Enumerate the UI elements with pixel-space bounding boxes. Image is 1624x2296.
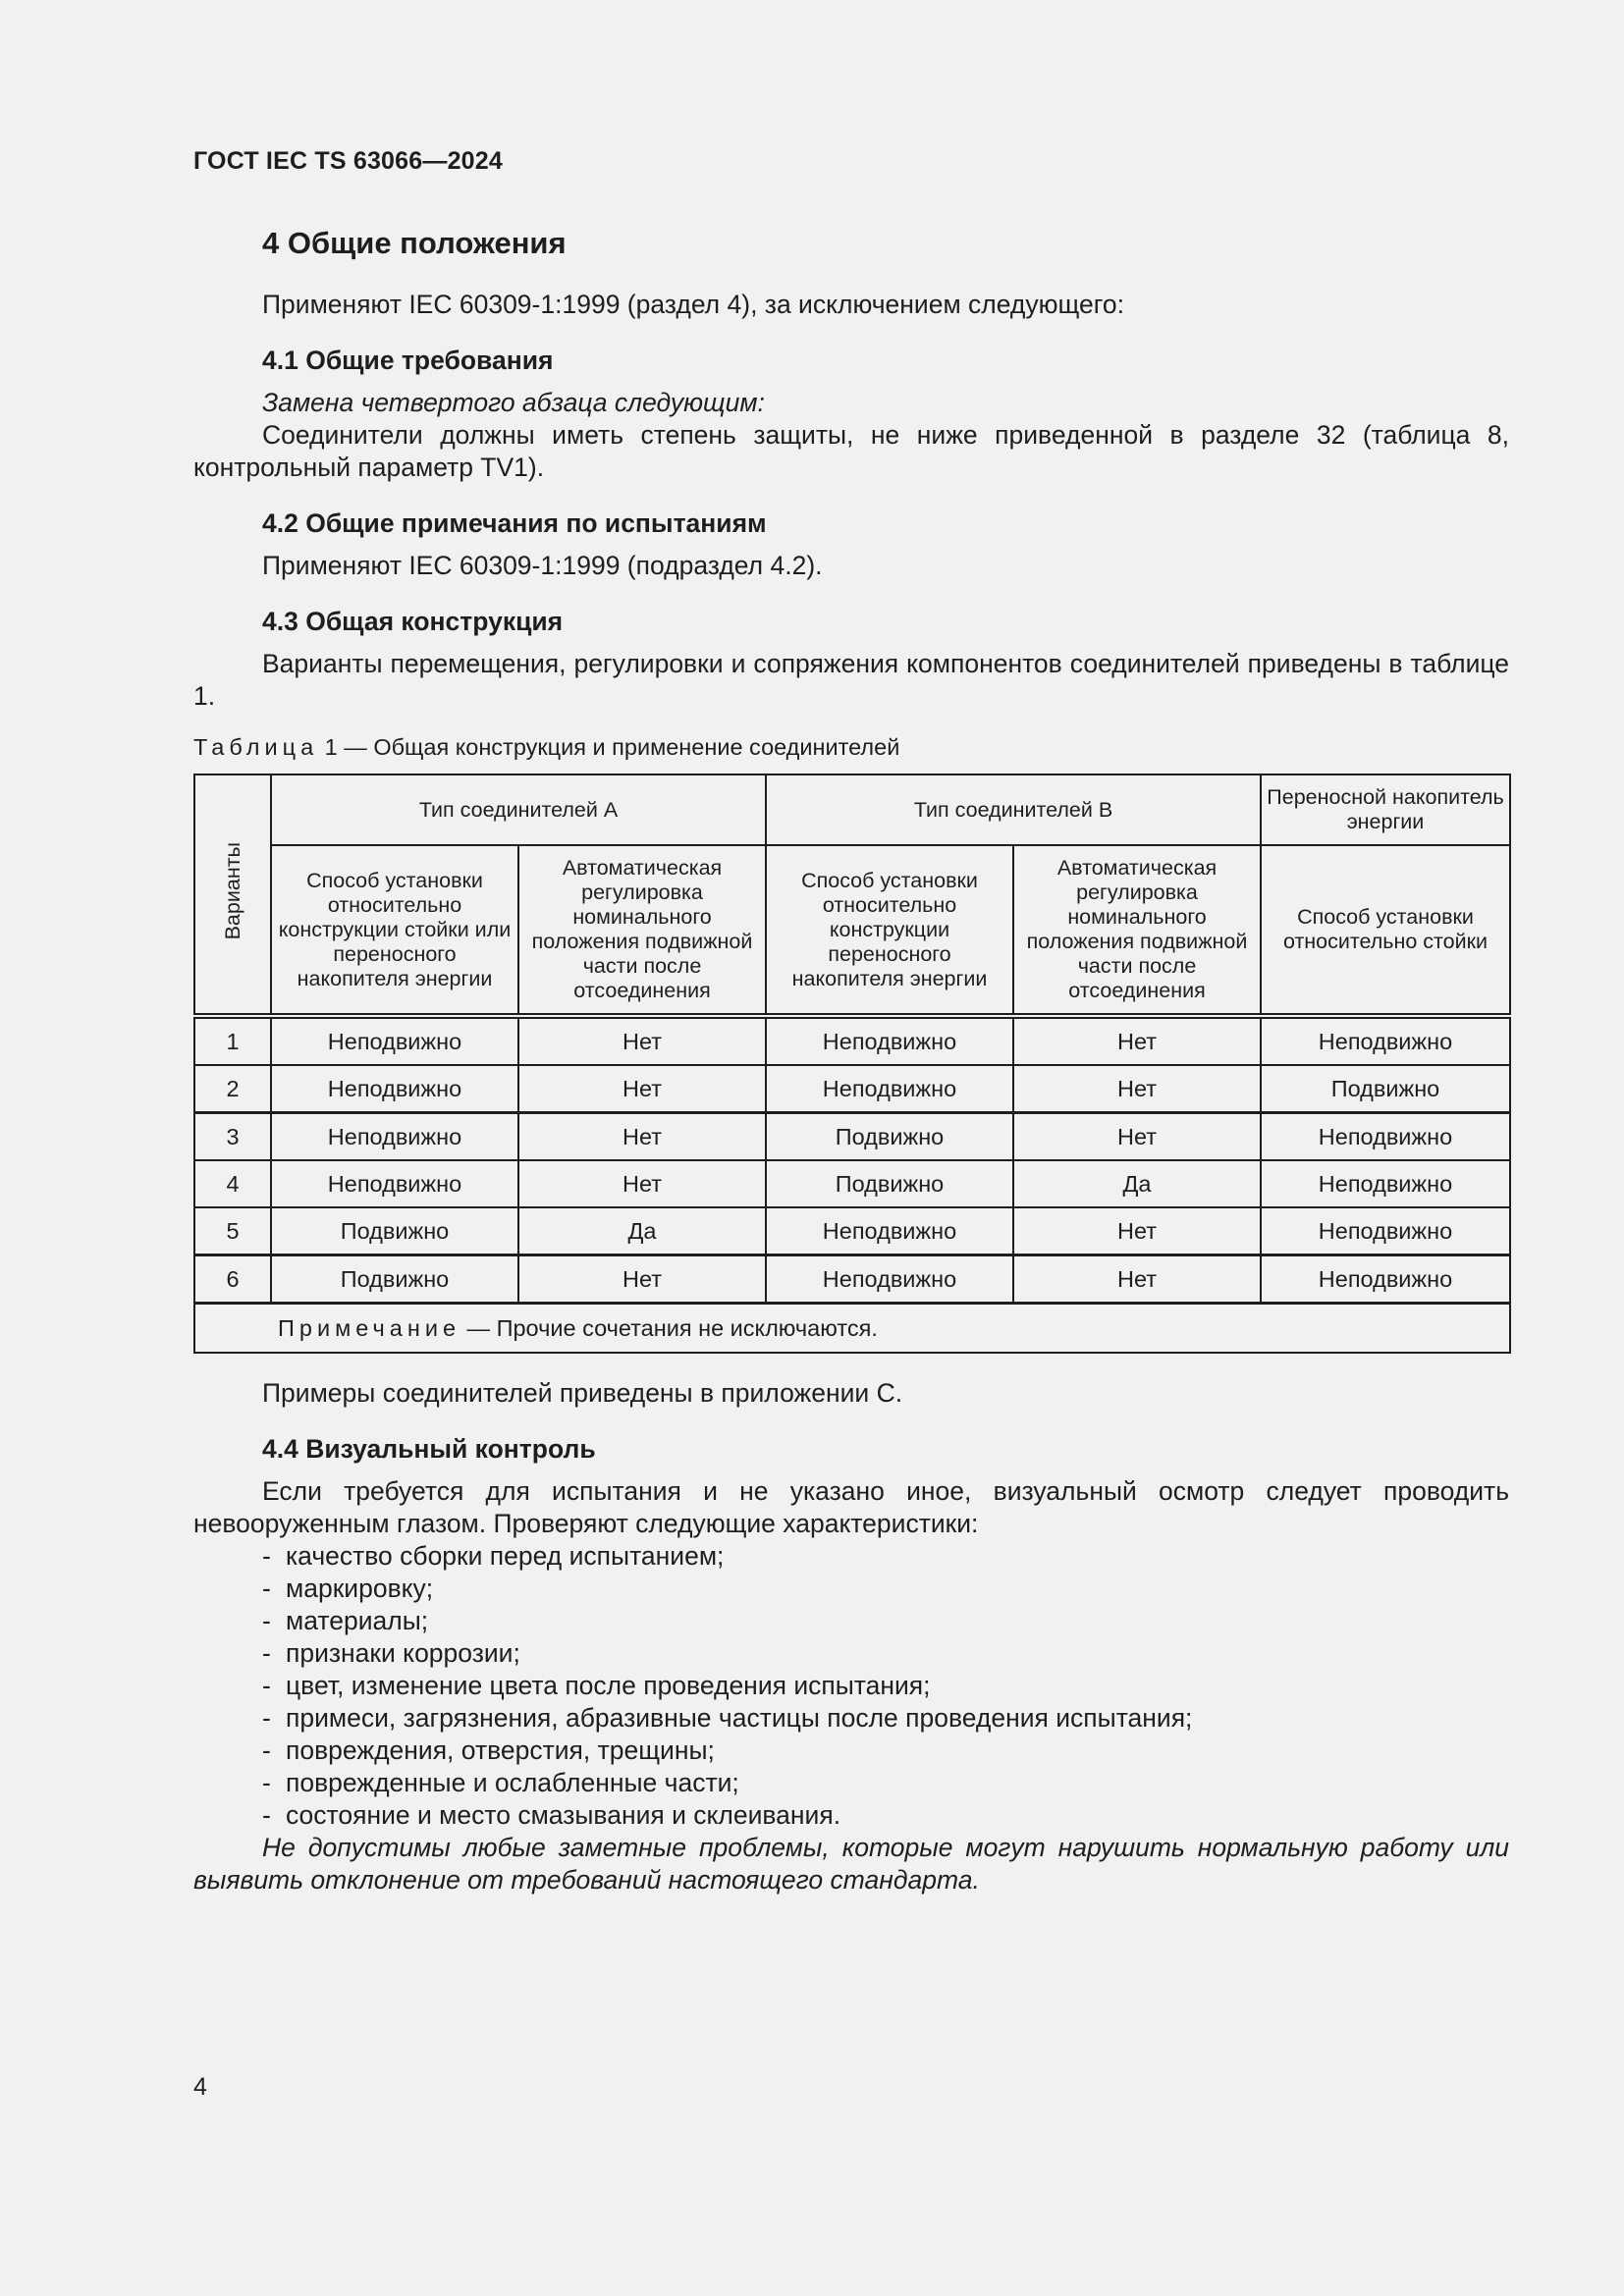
section-4-1-replace-note: Замена четвертого абзаца следующим: xyxy=(262,388,765,417)
list-item: - повреждения, отверстия, трещины; xyxy=(262,1735,715,1765)
table-cell: 4 xyxy=(194,1160,271,1207)
table-cell: Да xyxy=(518,1207,766,1255)
sub-a2-header: Автоматическая регулировка номинального положения подвижной части после отсоединения xyxy=(518,845,766,1016)
table-cell: Неподвижно xyxy=(271,1160,518,1207)
list-item: - состояние и место смазывания и склеивания. xyxy=(262,1800,841,1830)
list-item: - качество сборки перед испытанием; xyxy=(262,1541,725,1571)
table-cell: Неподвижно xyxy=(766,1207,1013,1255)
list-item: - примеси, загрязнения, абразивные частицы после проведения испытания; xyxy=(262,1703,1193,1733)
table-1 xyxy=(193,774,1511,1354)
sub-b1-header: Способ установки относительно конструкции переносного накопителя энергии xyxy=(766,845,1013,1016)
table-cell: Нет xyxy=(518,1065,766,1113)
col-variants-header xyxy=(194,774,271,1016)
inspection-list xyxy=(193,1540,1509,1832)
table-cell: Неподвижно xyxy=(766,1255,1013,1304)
page-number: 4 xyxy=(193,2073,207,2101)
section-4-1-text: Соединители должны иметь степень защиты, не ниже приведенной в разделе 32 (таблица 8, контрольный параметр TV1). xyxy=(193,420,1509,482)
table-cell: Нет xyxy=(1013,1113,1261,1161)
table-row xyxy=(194,1160,1510,1207)
table-note-row xyxy=(194,1304,1510,1354)
table-cell: Подвижно xyxy=(766,1113,1013,1161)
col-variants-label: Варианты xyxy=(220,842,244,940)
table-cell: 1 xyxy=(194,1016,271,1065)
table-note-label: Примечание xyxy=(278,1314,461,1341)
table-cell: Нет xyxy=(1013,1065,1261,1113)
table-cell: 5 xyxy=(194,1207,271,1255)
sub-a1-header: Способ установки относительно конструкции стойки или переносного накопителя энергии xyxy=(271,845,518,1016)
table-cell: Нет xyxy=(518,1255,766,1304)
table-note-text: — Прочие сочетания не исключаются. xyxy=(460,1314,878,1341)
table-cell: 6 xyxy=(194,1255,271,1304)
table-cell: Нет xyxy=(518,1113,766,1161)
table-cell: Нет xyxy=(1013,1207,1261,1255)
table-cell: Неподвижно xyxy=(271,1065,518,1113)
table-cell: Неподвижно xyxy=(271,1113,518,1161)
table-cell: Неподвижно xyxy=(766,1016,1013,1065)
group-a-header: Тип соединителей A xyxy=(271,774,766,845)
table-row xyxy=(194,1113,1510,1161)
group-b-header: Тип соединителей B xyxy=(766,774,1261,845)
list-item: - цвет, изменение цвета после проведения испытания; xyxy=(262,1671,931,1700)
table-row xyxy=(194,1207,1510,1255)
table-cell: Да xyxy=(1013,1160,1261,1207)
sub-c1-header: Способ установки относительно стойки xyxy=(1261,845,1510,1016)
table-note xyxy=(194,1304,1510,1354)
group-c-header: Переносной накопитель энергии xyxy=(1261,774,1510,845)
after-table-text: Примеры соединителей приведены в приложении С. xyxy=(262,1378,903,1408)
table-cell: Подвижно xyxy=(271,1207,518,1255)
table-cell: Неподвижно xyxy=(766,1065,1013,1113)
table-cell: Неподвижно xyxy=(1261,1113,1510,1161)
sub-b2-header: Автоматическая регулировка номинального положения подвижной части после отсоединения xyxy=(1013,845,1261,1016)
table-cell: Подвижно xyxy=(271,1255,518,1304)
table-cell: Неподвижно xyxy=(1261,1207,1510,1255)
table-row xyxy=(194,1255,1510,1304)
list-item: - признаки коррозии; xyxy=(262,1638,520,1668)
list-item: - маркировку; xyxy=(262,1574,434,1603)
table-row xyxy=(194,1065,1510,1113)
table-cell: Неподвижно xyxy=(1261,1160,1510,1207)
table-cell: Нет xyxy=(1013,1255,1261,1304)
table-row xyxy=(194,1016,1510,1065)
section-4-2-text: Применяют IEC 60309-1:1999 (подраздел 4.2). xyxy=(262,551,823,580)
table-cell: Нет xyxy=(518,1016,766,1065)
section-4-4-closing: Не допустимы любые заметные проблемы, которые могут нарушить нормальную работу или выявить отклонение от требований настоящего стандарта. xyxy=(193,1833,1509,1895)
section-4-3-text: Варианты перемещения, регулировки и сопряжения компонентов соединителей приведены в таблице 1. xyxy=(193,649,1509,711)
table-cell: Подвижно xyxy=(766,1160,1013,1207)
list-item: - поврежденные и ослабленные части; xyxy=(262,1768,739,1797)
table-cell: Подвижно xyxy=(1261,1065,1510,1113)
section-4-1-title: 4.1 Общие требования xyxy=(262,346,554,375)
table-cell: Нет xyxy=(518,1160,766,1207)
table-cell: Неподвижно xyxy=(1261,1016,1510,1065)
table-caption-label: Таблица xyxy=(193,734,319,760)
section-4-3-title: 4.3 Общая конструкция xyxy=(262,607,564,636)
section-4-intro: Применяют IEC 60309-1:1999 (раздел 4), за исключением следующего: xyxy=(262,290,1124,319)
list-item: - материалы; xyxy=(262,1606,429,1635)
section-4-title: 4 Общие положения xyxy=(262,226,567,260)
section-4-4-text: Если требуется для испытания и не указано иное, визуальный осмотр следует проводить невооруженным глазом. Проверяют следующие характеристики: xyxy=(193,1476,1509,1538)
table-cell: Нет xyxy=(1013,1016,1261,1065)
page-content xyxy=(193,222,1509,1896)
document-code: ГОСТ IEC TS 63066—2024 xyxy=(193,147,503,175)
table-1-caption xyxy=(193,732,1509,762)
section-4-2-title: 4.2 Общие примечания по испытаниям xyxy=(262,508,767,538)
table-cell: 2 xyxy=(194,1065,271,1113)
table-cell: Неподвижно xyxy=(271,1016,518,1065)
table-cell: 3 xyxy=(194,1113,271,1161)
table-cell: Неподвижно xyxy=(1261,1255,1510,1304)
section-4-4-title: 4.4 Визуальный контроль xyxy=(262,1434,596,1464)
table-caption-text: 1 — Общая конструкция и применение соединителей xyxy=(318,734,900,760)
